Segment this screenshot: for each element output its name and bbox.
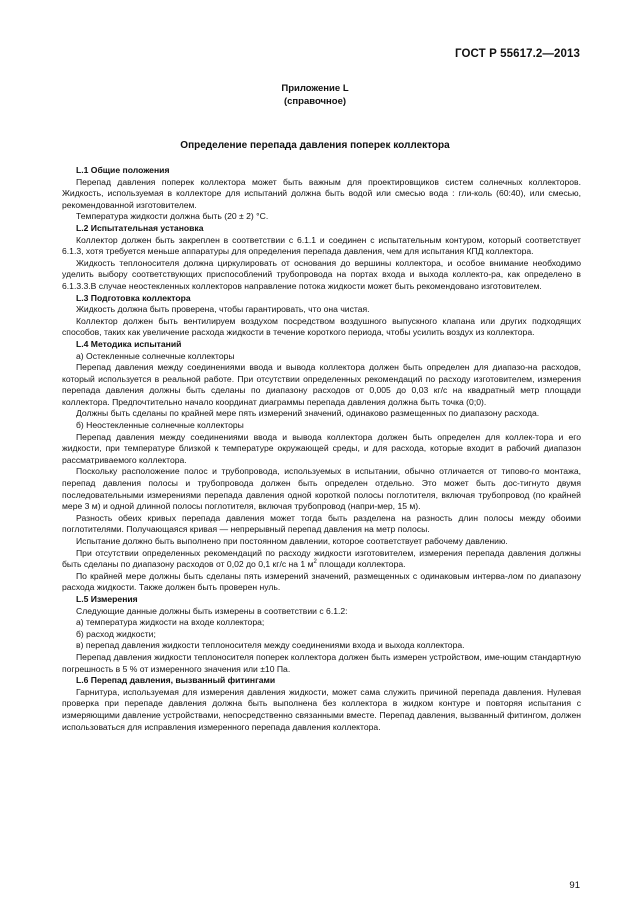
page-number: 91	[569, 880, 580, 891]
appendix-heading	[0, 82, 630, 108]
list-item: б) расход жидкости;	[76, 628, 156, 639]
section-heading-l5: L.5 Измерения	[76, 593, 138, 604]
paragraph: Перепад давления жидкости теплоносителя поперек коллектора должен быть измерен устройством, име-ющим стандартную погрешность в 5 % от измеренного значения или ±10 Па.	[62, 651, 581, 674]
paragraph: Жидкость теплоносителя должна циркулировать от основания до вершины коллектора, и особое внимание необходимо уделить выбору соответствующих приспособлений трубопровода на портах входа и выхода коллекто-ра, как определено в 6.1.3.3.В случае неостекленных коллекторов направление потока жидкости может быть рекомендовано изготовителем.	[62, 257, 581, 291]
document-title: Определение перепада давления поперек коллектора	[180, 140, 450, 151]
paragraph-text: площади коллектора.	[316, 559, 406, 570]
section-heading-l2: L.2 Испытательная установка	[76, 222, 204, 233]
paragraph: Должны быть сделаны по крайней мере пять измерений значений, одинаково размещенных по диапазону расхода.	[76, 408, 540, 419]
section-heading-l1: L.1 Общие положения	[76, 165, 170, 175]
list-item: а) температура жидкости на входе коллектора;	[76, 617, 265, 628]
paragraph: Испытание должно быть выполнено при постоянном давлении, которое соответствует рабочему давлению.	[76, 536, 508, 546]
paragraph: Коллектор должен быть вентилируем воздухом посредством воздушного выпускного клапана или других подходящих способов, таких как увеличение расхода жидкости в течение короткого периода, чтобы усилить воздух из коллектора.	[62, 315, 581, 338]
document-body	[62, 165, 581, 733]
paragraph: Перепад давления между соединениями ввода и вывода коллектора должен быть определен для коллек-тора и его жидкости, при температуре близкой к температуре окружающей среды, и для расхода, которые входит в рабочий диапазон рассматриваемого коллектора.	[62, 431, 581, 465]
standard-id: ГОСТ Р 55617.2—2013	[455, 48, 580, 60]
paragraph: Жидкость должна быть проверена, чтобы гарантировать, что она чистая.	[76, 304, 370, 315]
paragraph	[62, 548, 581, 571]
paragraph: Перепад давления между соединениями ввода и вывода коллектора должен быть определен для диапазо-на расходов, который используется в реальной работе. При отсутствии определенных рекомендаций по расходу изготовителем, измерения перепада давления должны быть сделаны по диапазону расходов от 0,005 до 0,03 кг/с на квадратный метр площади коллектора. Предпочтительно начало координат диаграммы перепада давления должна быть точка (0;0).	[62, 362, 581, 407]
paragraph: Разность обеих кривых перепада давления может тогда быть разделена на разность длин полосы между обоими поглотителями. Получающаяся кривая — непрерывный перепад давления на метр полосы.	[62, 512, 581, 535]
paragraph: По крайней мере должны быть сделаны пять измерений значений, размещенных с одинаковым интерва-лом по диапазону расхода жидкости. Также должен быть проверен нуль.	[62, 570, 581, 593]
superscript: 2	[313, 559, 317, 566]
paragraph: Следующие данные должны быть измерены в соответствии с 6.1.2:	[76, 605, 348, 616]
paragraph: Коллектор должен быть закреплен в соответствии с 6.1.1 и соединен с испытательным контуром, который соответствует 6.1.3, хотя требуется меньше аппаратуры для определения перепада давления, чем для испытания КПД коллектора.	[62, 234, 581, 257]
paragraph: Температура жидкости должна быть (20 ± 2) °С.	[76, 211, 269, 222]
section-heading-l6: L.6 Перепад давления, вызванный фитингами	[76, 675, 276, 686]
subsection-label: а) Остекленные солнечные коллекторы	[76, 350, 235, 361]
subsection-label: б) Неостекленные солнечные коллекторы	[76, 420, 244, 431]
appendix-subtitle: (справочное)	[283, 96, 347, 107]
section-heading-l3: L.3 Подготовка коллектора	[76, 292, 191, 303]
section-heading-l4: L.4 Методика испытаний	[76, 338, 182, 349]
paragraph: Поскольку расположение полос и трубопровода, используемых в испытании, обычно отличается от типово-го монтажа, перепад давления полосы и трубопровода должен быть определен отдельно. Это может быть дос-тигнуто двумя последовательными измерениями перепада давления одной короткой полосы поглотителя, включая трубопровод (по крайней мере 3 м) и одной длинной полосы поглотителя, включая трубопровод (напри-мер, 15 м).	[62, 466, 581, 512]
appendix-title: Приложение L	[281, 83, 349, 94]
list-item: в) перепад давления жидкости теплоносителя между соединениями входа и выхода коллектора.	[76, 640, 465, 651]
paragraph: Гарнитура, используемая для измерения давления жидкости, может сама служить причиной перепада давления. Нулевая проверка при перепаде давления должна быть выполнена без коллектора в жидком контуре и повторяя испытания с измеряющими давление устройствами, непосредственно связанными вместе. Перепад давления, вызванный фитингом, должен использоваться для исправления измеренного перепада давления коллектора.	[62, 686, 581, 732]
paragraph: Перепад давления поперек коллектора может быть важным для проектировщиков систем солнечных коллекторов. Жидкость, используемая в коллекторе для испытаний должна быть водой или смесью вода : гли-коль (60:40), или смесью, рекомендованной изготовителем.	[62, 176, 581, 210]
paragraph-text: При отсутствии определенных рекомендаций по расходу жидкости изготовителем, измерения перепада давления должны быть сделаны по диапазону расходов от 0,02 до 0,1 кг/с на 1 м	[62, 547, 581, 570]
